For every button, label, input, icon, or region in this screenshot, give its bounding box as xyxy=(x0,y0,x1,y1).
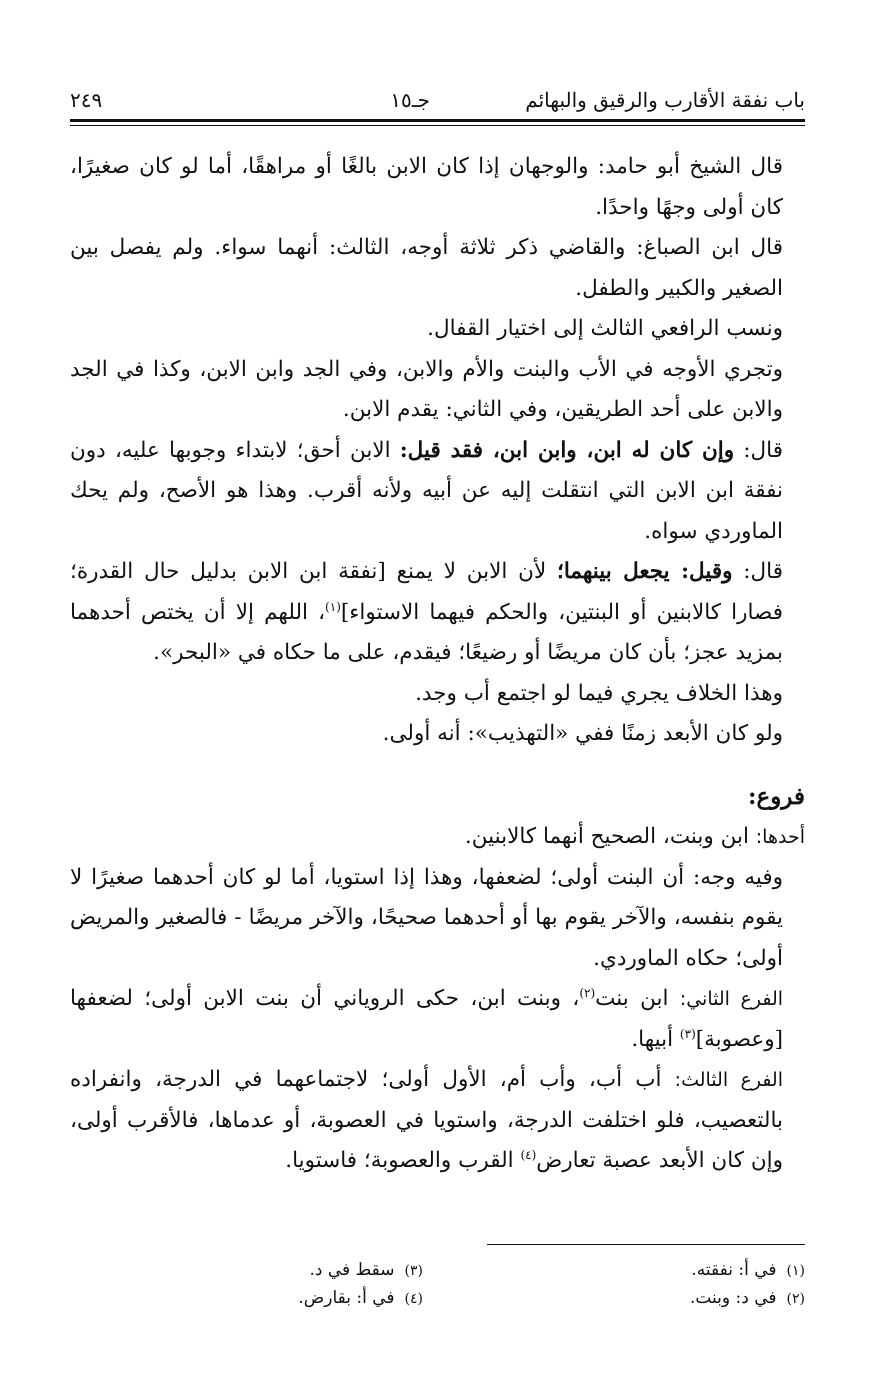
main-text xyxy=(70,147,805,1182)
text-run: ابن بنت xyxy=(595,986,680,1011)
page-number: ٢٤٩ xyxy=(70,88,103,112)
running-title: باب نفقة الأقارب والرقيق والبهائم xyxy=(525,88,805,112)
page-header xyxy=(70,82,805,118)
footnote-text: في أ: بقارض. xyxy=(298,1288,395,1308)
header-rule-thin xyxy=(70,125,805,126)
paragraph xyxy=(70,979,805,1060)
footnote xyxy=(309,1256,423,1285)
text-run: الابن أحق؛ لابتداء وجوبها عليه، دون نفقة ابن الابن التي انتقلت إليه عن أبيه ولأنه أقرب. وهذا هو الأصح، ولم يحك الماوردي سواه. xyxy=(70,437,783,544)
paragraph xyxy=(70,1060,805,1182)
paragraph xyxy=(70,431,805,553)
footnote-separator xyxy=(487,1244,805,1245)
branch-label: الفرع الثالث: xyxy=(674,1069,783,1091)
footnote-number: (٣) xyxy=(404,1263,423,1279)
branch-label: أحدها: xyxy=(755,826,805,848)
paragraph: وتجري الأوجه في الأب والبنت والأم والابن، وفي الجد وابن الابن، وكذا في الجد والابن على أحد الطريقين، وفي الثاني: يقدم الابن. xyxy=(70,356,783,422)
footnote xyxy=(690,1284,805,1313)
footnote-ref[interactable]: (٢) xyxy=(579,985,596,1000)
footnote-ref[interactable]: (١) xyxy=(325,599,341,614)
volume-label: جـ١٥ xyxy=(390,88,430,112)
paragraph: وفيه وجه: أن البنت أولى؛ لضعفها، وهذا إذا استويا، أما لو كان أحدهما صغيرًا لا يقوم بنفسه، والآخر يقوم بها أو أحدهما صحيحًا، والآخر مريضًا - فالصغير والمريض أولى؛ حكاه الماوردي. xyxy=(70,864,783,971)
text-run: لأن الابن لا يمنع [نفقة ابن الابن بدليل حال القدرة؛ فصارا كالابنين أو البنتين، والحكم فيهما الاستواء] xyxy=(70,559,783,625)
footnote-number: (٢) xyxy=(786,1291,805,1307)
footnote-text: سقط في د. xyxy=(309,1260,395,1280)
text-run: قال: xyxy=(734,437,783,463)
matn-bold: وقيل: يجعل بينهما؛ xyxy=(557,559,733,584)
footnote-text: في أ: نفقته. xyxy=(691,1260,777,1280)
text-run: أب أب، وأب أم، الأول أولى؛ لاجتماعهما في الدرجة، وانفراده بالتعصيب، فلو اختلفت الدرجة، واستويا في العصوبة، أو عدماها، فالأقرب أولى، وإن كان الأبعد عصبة تعارض xyxy=(70,1067,783,1173)
matn-bold: وإن كان له ابن، وابن ابن، فقد قيل: xyxy=(399,437,735,463)
footnote xyxy=(298,1284,423,1313)
paragraph: قال ابن الصباغ: والقاضي ذكر ثلاثة أوجه، الثالث: أنهما سواء. ولم يفصل بين الصغير والكبير والطفل. xyxy=(70,235,783,301)
paragraph: ونسب الرافعي الثالث إلى اختيار القفال. xyxy=(427,316,783,341)
footnote-ref[interactable]: (٤) xyxy=(520,1147,537,1162)
footnote-ref[interactable]: (٣) xyxy=(679,1026,696,1041)
text-run: القرب والعصوبة؛ فاستويا. xyxy=(285,1148,521,1173)
paragraph xyxy=(70,552,805,674)
footnote xyxy=(691,1256,805,1285)
section-heading: فروع: xyxy=(747,782,805,810)
paragraph: قال الشيخ أبو حامد: والوجهان إذا كان الابن بالغًا أو مراهقًا، أما لو كان صغيرًا، كان أولى وجهًا واحدًا. xyxy=(70,154,783,220)
text-run: ، وبنت ابن، حكى الروياني أن بنت الابن أولى؛ لضعفها [وعصوبة] xyxy=(70,986,783,1052)
branch-label: الفرع الثاني: xyxy=(679,988,784,1010)
paragraph: وهذا الخلاف يجري فيما لو اجتمع أب وجد. xyxy=(415,680,783,706)
header-rule-thick xyxy=(70,119,805,122)
text-run: ابن وبنت، الصحيح أنهما كالابنين. xyxy=(464,824,756,849)
paragraph: ولو كان الأبعد زمنًا ففي «التهذيب»: أنه أولى. xyxy=(382,721,783,746)
footnote-number: (١) xyxy=(786,1263,805,1279)
paragraph xyxy=(70,817,805,858)
text-run: ، اللهم إلا أن يختص أحدهما بمزيد عجز؛ بأن كان مريضًا أو رضيعًا؛ فيقدم، على ما حكاه في «البحر». xyxy=(70,599,783,665)
footnote-text: في د: وبنت. xyxy=(689,1288,777,1308)
text-run: أبيها. xyxy=(631,1026,680,1052)
text-run: قال: xyxy=(732,559,783,584)
footnote-number: (٤) xyxy=(404,1291,423,1307)
